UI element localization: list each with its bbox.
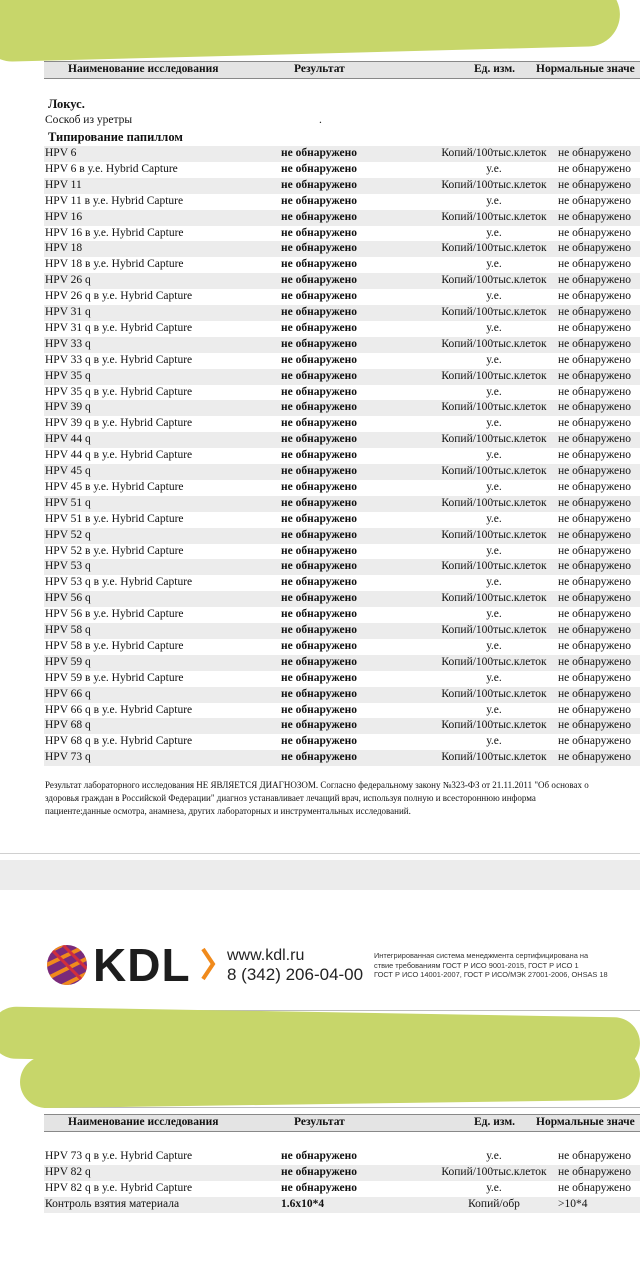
cell-norm: не обнаружено [558,449,631,462]
cell-norm: не обнаружено [558,210,631,223]
locus-value: . [319,114,322,126]
cell-unit: Копий/обр [468,1197,520,1210]
cell-result: не обнаружено [281,576,357,589]
cell-name: HPV 6 [45,147,77,159]
cell-name: HPV 18 в у.е. Hybrid Capture [45,258,184,271]
cell-norm: не обнаружено [558,290,631,303]
cell-unit: Копий/100тыс.клеток [441,242,547,255]
cell-name: HPV 82 q в у.е. Hybrid Capture [45,1181,193,1194]
cell-unit: Копий/100тыс.клеток [441,306,547,318]
cell-norm: не обнаружено [558,528,631,541]
cell-name: HPV 16 в у.е. Hybrid Capture [45,226,184,239]
cell-unit: у.е. [486,1181,502,1194]
cell-name: HPV 35 q в у.е. Hybrid Capture [45,385,193,398]
cell-norm: не обнаружено [558,306,631,318]
cell-name: HPV 44 q [45,433,91,446]
cell-result: 1.6x10*4 [281,1197,325,1210]
table-row [44,400,640,416]
cell-name: HPV 45 q [45,465,91,477]
cell-result: не обнаружено [281,465,357,477]
cell-unit: Копий/100тыс.клеток [441,369,547,382]
cell-result: не обнаружено [281,719,357,732]
cell-result: не обнаружено [281,353,357,366]
cell-name: HPV 51 q [45,496,91,509]
locus-heading: Локус. [48,97,85,111]
cell-name: HPV 45 в у.е. Hybrid Capture [45,480,184,493]
cell-result: не обнаружено [281,1150,357,1162]
cell-name: HPV 53 q [45,560,91,573]
cell-result: не обнаружено [281,258,357,271]
cell-name: HPV 31 q в у.е. Hybrid Capture [45,321,193,334]
cell-norm: не обнаружено [558,735,631,748]
cell-name: HPV 33 q в у.е. Hybrid Capture [45,353,193,366]
cell-unit: Копий/100тыс.клеток [441,401,547,414]
table-row [44,687,640,703]
table-row [44,703,640,719]
table-row [44,671,640,687]
cell-name: HPV 53 q в у.е. Hybrid Capture [45,576,193,589]
redaction-mark [0,0,621,62]
table-row [44,528,640,544]
cell-name: HPV 6 в у.е. Hybrid Capture [45,162,178,175]
table-row [44,544,640,560]
cell-unit: Копий/100тыс.клеток [441,751,547,764]
table-row [44,353,640,369]
cell-unit: у.е. [486,639,502,652]
table-row [44,1149,640,1165]
column-result: Результат [294,63,345,75]
cell-unit: Копий/100тыс.клеток [441,624,547,636]
cell-unit: у.е. [486,321,502,334]
cell-result: не обнаружено [281,433,357,446]
cell-norm: не обнаружено [558,576,631,589]
table-row [44,337,640,353]
cell-result: не обнаружено [281,687,357,700]
cell-result: не обнаружено [281,321,357,334]
section-title: Типирование папиллом [48,130,183,144]
table-header [44,61,640,79]
cell-norm: не обнаружено [558,687,631,700]
table-row [44,559,640,575]
cell-name: HPV 35 q [45,369,91,382]
cell-unit: у.е. [486,1150,502,1162]
cell-norm: не обнаружено [558,321,631,334]
cell-result: не обнаружено [281,624,357,636]
cell-result: не обнаружено [281,608,357,621]
cell-norm: не обнаружено [558,162,631,175]
cell-name: HPV 33 q [45,337,91,350]
cell-unit: Копий/100тыс.клеток [441,465,547,477]
cell-unit: Копий/100тыс.клеток [441,433,547,446]
table-row [44,448,640,464]
cell-result: не обнаружено [281,671,357,684]
cell-norm: не обнаружено [558,465,631,477]
cell-result: не обнаружено [281,337,357,350]
cell-result: не обнаружено [281,290,357,303]
table-row [44,210,640,226]
cell-name: HPV 58 в у.е. Hybrid Capture [45,639,184,652]
table-row [44,1165,640,1181]
cell-result: не обнаружено [281,178,357,191]
table-row [44,639,640,655]
disclaimer [45,779,640,818]
cell-norm: не обнаружено [558,592,631,605]
cell-norm: не обнаружено [558,147,631,159]
cell-result: не обнаружено [281,210,357,223]
cell-result: не обнаружено [281,1181,357,1194]
cell-name: HPV 52 в у.е. Hybrid Capture [45,544,184,557]
website-link[interactable]: www.kdl.ru [227,947,305,964]
cell-name: HPV 58 q [45,624,91,636]
column-norm: Нормальные значе [536,63,635,75]
table-row [44,257,640,273]
table-row [44,480,640,496]
cell-norm: не обнаружено [558,671,631,684]
cell-unit: Копий/100тыс.клеток [441,274,547,287]
cell-unit: у.е. [486,417,502,430]
table-row [44,194,640,210]
cell-result: не обнаружено [281,560,357,573]
table-row [44,718,640,734]
cell-result: не обнаружено [281,703,357,716]
cell-norm: не обнаружено [558,1165,631,1178]
cell-unit: Копий/100тыс.клеток [441,560,547,573]
cell-result: не обнаружено [281,496,357,509]
cell-norm: не обнаружено [558,496,631,509]
cell-norm: не обнаружено [558,480,631,493]
cell-unit: у.е. [486,194,502,207]
cell-norm: не обнаружено [558,274,631,287]
cell-result: не обнаружено [281,369,357,382]
cell-norm: не обнаружено [558,608,631,621]
cell-name: HPV 31 q [45,306,91,318]
cell-result: не обнаружено [281,306,357,318]
cell-norm: не обнаружено [558,417,631,430]
cell-norm: не обнаружено [558,401,631,414]
cell-result: не обнаружено [281,512,357,525]
cell-name: HPV 66 q [45,687,91,700]
cell-norm: не обнаружено [558,624,631,636]
cell-unit: Копий/100тыс.клеток [441,178,547,191]
cell-name: HPV 56 q [45,592,91,605]
table-row [44,369,640,385]
table-row [44,734,640,750]
cell-norm: не обнаружено [558,544,631,557]
table-row [44,575,640,591]
cell-unit: Копий/100тыс.клеток [441,655,547,668]
table-row [44,496,640,512]
column-result: Результат [294,1116,345,1128]
cell-unit: у.е. [486,671,502,684]
cell-norm: не обнаружено [558,433,631,446]
table-row [44,385,640,401]
table-row [44,226,640,242]
page-divider [0,853,640,854]
cell-result: не обнаружено [281,751,357,764]
cell-unit: у.е. [486,512,502,525]
cell-name: HPV 44 q в у.е. Hybrid Capture [45,449,193,462]
cell-name: HPV 26 q [45,274,91,287]
cell-result: не обнаружено [281,544,357,557]
cell-unit: у.е. [486,544,502,557]
cell-name: HPV 73 q [45,751,91,764]
table-row [44,241,640,257]
table-row [44,607,640,623]
cell-result: не обнаружено [281,655,357,668]
cell-unit: у.е. [486,703,502,716]
cell-norm: не обнаружено [558,1150,631,1162]
cell-name: HPV 66 q в у.е. Hybrid Capture [45,703,193,716]
cell-norm: не обнаружено [558,242,631,255]
disclaimer-line: пациенте:данные осмотра, анамнеза, других лабораторных и инструментальных исследований. [45,806,411,816]
cell-name: Контроль взятия материала [45,1197,180,1210]
cell-name: HPV 39 q в у.е. Hybrid Capture [45,417,193,430]
cell-result: не обнаружено [281,274,357,287]
cell-norm: не обнаружено [558,353,631,366]
cell-norm: не обнаружено [558,639,631,652]
cell-norm: не обнаружено [558,703,631,716]
table-row [44,305,640,321]
table-row [44,146,640,162]
table-row [44,178,640,194]
cell-name: HPV 82 q [45,1165,91,1178]
table-row [44,750,640,766]
cell-norm: не обнаружено [558,1181,631,1194]
cell-unit: Копий/100тыс.клеток [441,719,547,732]
cell-result: не обнаружено [281,385,357,398]
column-name: Наименование исследования [68,63,219,75]
cell-unit: у.е. [486,290,502,303]
certification-text [374,951,608,980]
kdl-logo-text: KDL [93,939,191,991]
kdl-logo-icon [46,944,88,986]
table-row [44,464,640,480]
table-header-2 [44,1114,640,1132]
cell-unit: Копий/100тыс.клеток [441,337,547,350]
cell-result: не обнаружено [281,194,357,207]
cell-unit: у.е. [486,576,502,589]
cell-result: не обнаружено [281,449,357,462]
table-row [44,623,640,639]
cell-name: HPV 11 в у.е. Hybrid Capture [45,194,184,207]
column-unit: Ед. изм. [474,1116,516,1128]
table-row [44,273,640,289]
certification-line: ГОСТ Р ИСО 14001-2007, ГОСТ Р ИСО/МЭК 27001-2006, OHSAS 18 [374,970,608,979]
cell-unit: у.е. [486,162,502,175]
cell-result: не обнаружено [281,242,357,255]
cell-result: не обнаружено [281,147,357,159]
table-row [44,591,640,607]
disclaimer-line: здоровья граждан в Российской Федерации" диагноз устанавливает лечащий врач, используя полную и всестороннюю информа [45,793,536,803]
cell-result: не обнаружено [281,401,357,414]
cell-unit: у.е. [486,608,502,621]
column-name: Наименование исследования [68,1116,219,1128]
redaction-mark [20,1048,640,1109]
locus-sample: Соскоб из уретры [45,114,133,126]
cell-unit: у.е. [486,480,502,493]
table-row [44,162,640,178]
cell-unit: Копий/100тыс.клеток [441,592,547,605]
cell-norm: не обнаружено [558,385,631,398]
cell-norm: не обнаружено [558,512,631,525]
certification-line: Интегрированная система менеджмента сертифицирована на [374,951,589,960]
cell-norm: не обнаружено [558,719,631,732]
cell-norm: не обнаружено [558,560,631,573]
table-row [44,289,640,305]
cell-unit: у.е. [486,353,502,366]
cell-unit: у.е. [486,449,502,462]
cell-norm: не обнаружено [558,178,631,191]
cell-name: HPV 59 q [45,655,91,668]
cell-name: HPV 39 q [45,401,91,414]
chevron-right-icon [200,947,216,981]
cell-unit: Копий/100тыс.клеток [441,147,547,159]
cell-result: не обнаружено [281,417,357,430]
cell-name: HPV 16 [45,210,83,223]
column-norm: Нормальные значе [536,1116,635,1128]
cell-norm: не обнаружено [558,226,631,239]
cell-name: HPV 51 в у.е. Hybrid Capture [45,512,184,525]
cell-unit: Копий/100тыс.клеток [441,687,547,700]
table-row [44,416,640,432]
cell-norm: >10*4 [558,1197,588,1210]
cell-name: HPV 59 в у.е. Hybrid Capture [45,671,184,684]
table-row [44,432,640,448]
table-row [44,655,640,671]
cell-norm: не обнаружено [558,369,631,382]
cell-name: HPV 11 [45,178,82,191]
cell-norm: не обнаружено [558,258,631,271]
page-gap [0,860,640,890]
cell-norm: не обнаружено [558,337,631,350]
certification-line: ствие требованиям ГОСТ Р ИСО 9001-2015, ГОСТ Р ИСО 1 [374,960,579,970]
cell-result: не обнаружено [281,592,357,605]
cell-result: не обнаружено [281,480,357,493]
cell-name: HPV 18 [45,242,83,255]
cell-unit: у.е. [486,258,502,271]
cell-name: HPV 52 q [45,528,91,541]
cell-result: не обнаружено [281,639,357,652]
cell-norm: не обнаружено [558,751,631,764]
cell-name: HPV 26 q в у.е. Hybrid Capture [45,290,193,303]
cell-name: HPV 68 q в у.е. Hybrid Capture [45,735,193,748]
cell-result: не обнаружено [281,735,357,748]
table-row [44,321,640,337]
disclaimer-line: Результат лабораторного исследования НЕ ЯВЛЯЕТСЯ ДИАГНОЗОМ. Согласно федеральному закону №323-ФЗ от 21.11.2011 "Об основах о [45,780,589,790]
cell-name: HPV 73 q в у.е. Hybrid Capture [45,1150,193,1162]
column-unit: Ед. изм. [474,63,516,75]
cell-unit: Копий/100тыс.клеток [441,496,547,509]
phone-number: 8 (342) 206-04-00 [227,965,364,984]
table-row [44,512,640,528]
cell-name: HPV 56 в у.е. Hybrid Capture [45,608,184,621]
cell-result: не обнаружено [281,162,357,175]
cell-unit: Копий/100тыс.клеток [441,528,547,541]
table-row [44,1197,640,1213]
cell-unit: у.е. [486,226,502,239]
cell-result: не обнаружено [281,1165,357,1178]
cell-result: не обнаружено [281,226,357,239]
cell-norm: не обнаружено [558,655,631,668]
cell-result: не обнаружено [281,528,357,541]
cell-unit: у.е. [486,735,502,748]
cell-norm: не обнаружено [558,194,631,207]
cell-unit: Копий/100тыс.клеток [441,1165,547,1178]
cell-name: HPV 68 q [45,719,91,732]
table-row [44,1181,640,1197]
cell-unit: у.е. [486,385,502,398]
cell-unit: Копий/100тыс.клеток [441,210,547,223]
